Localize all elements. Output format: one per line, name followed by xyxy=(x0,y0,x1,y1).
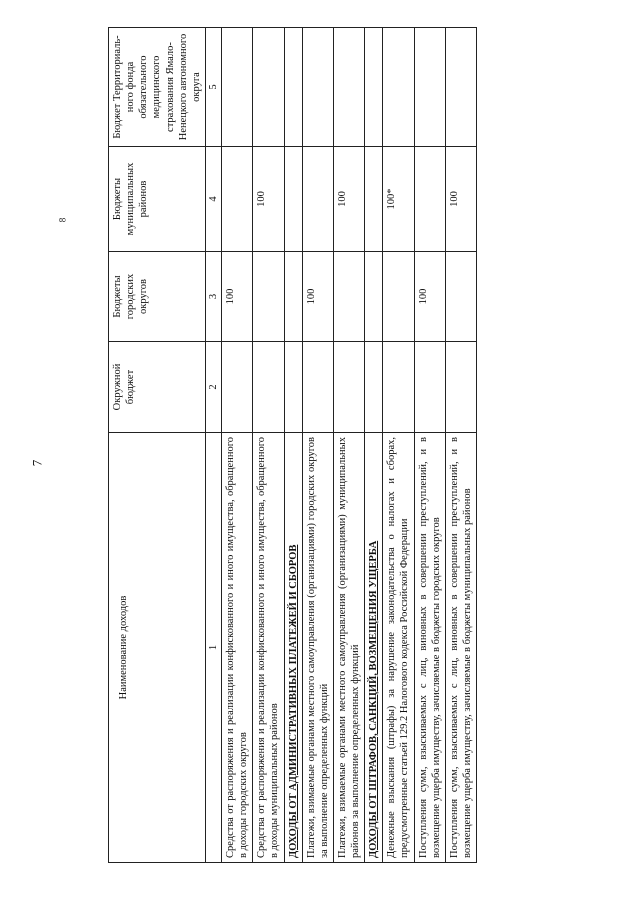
header-revenue-name: Наименование доходов xyxy=(109,433,206,863)
table-row xyxy=(383,28,414,863)
cell-fund xyxy=(414,28,445,147)
header-row xyxy=(109,28,206,863)
header-city-budgets: Бюджеты городских округов xyxy=(109,252,206,342)
column-number-row xyxy=(205,28,221,863)
page-mark: 8 xyxy=(57,217,68,223)
header-district-budget: Окружной бюджет xyxy=(109,342,206,433)
revenue-distribution-table xyxy=(108,27,477,863)
cell-district xyxy=(414,342,445,433)
cell-district xyxy=(302,342,333,433)
cell-municipal: 100 xyxy=(253,147,284,252)
table-row xyxy=(445,28,476,863)
cell-district xyxy=(222,342,253,433)
table-row xyxy=(414,28,445,863)
cell-district xyxy=(253,342,284,433)
cell-fund xyxy=(383,28,414,147)
cell-municipal xyxy=(414,147,445,252)
header-medical-fund-budget: Бюджет Территориаль-ного фонда обязательного медицинского страхования Ямало-Ненецкого автономного округа xyxy=(109,28,206,147)
section-row xyxy=(365,28,383,863)
cell-municipal: 100 xyxy=(445,147,476,252)
cell-city: 100 xyxy=(222,252,253,342)
cell-city: 100 xyxy=(302,252,333,342)
revenue-name: Средства от распоряжения и реализации конфискованного и иного имущества, обращенного в доходы муниципальных районов xyxy=(253,433,284,863)
column-number: 3 xyxy=(205,252,221,342)
cell-municipal: 100* xyxy=(383,147,414,252)
column-number: 1 xyxy=(205,433,221,863)
column-number: 4 xyxy=(205,147,221,252)
revenue-name: Поступления сумм, взыскиваемых с лиц, виновных в совершении преступлений, и в возмещение ущерба имуществу, зачисляемые в бюджеты муниципальных районов xyxy=(445,433,476,863)
revenue-name: Средства от распоряжения и реализации конфискованного и иного имущества, обращенного в доходы городских округов xyxy=(222,433,253,863)
cell-city xyxy=(333,252,364,342)
cell-fund xyxy=(333,28,364,147)
column-number: 5 xyxy=(205,28,221,147)
revenue-name: Платежи, взимаемые органами местного самоуправления (организациями) городских округов за выполнение определенных функций xyxy=(302,433,333,863)
column-number: 2 xyxy=(205,342,221,433)
cell-fund xyxy=(302,28,333,147)
cell-district xyxy=(383,342,414,433)
cell-municipal: 100 xyxy=(333,147,364,252)
table-row xyxy=(302,28,333,863)
cell-fund xyxy=(445,28,476,147)
section-row xyxy=(284,28,302,863)
cell-municipal xyxy=(222,147,253,252)
cell-city xyxy=(445,252,476,342)
cell-district xyxy=(333,342,364,433)
section-title: ДОХОДЫ ОТ АДМИНИСТРАТИВНЫХ ПЛАТЕЖЕЙ И СБОРОВ xyxy=(284,433,302,863)
cell-district xyxy=(445,342,476,433)
cell-city xyxy=(253,252,284,342)
table-row xyxy=(333,28,364,863)
cell-municipal xyxy=(302,147,333,252)
cell-fund xyxy=(253,28,284,147)
revenue-name: Поступления сумм, взыскиваемых с лиц, виновных в совершении преступлений, и в возмещение ущерба имуществу, зачисляемые в бюджеты городских округов xyxy=(414,433,445,863)
revenue-name: Денежные взыскания (штрафы) за нарушение законодательства о налогах и сборах, предусмотренные статьей 129.2 Налогового кодекса Российской Федерации xyxy=(383,433,414,863)
cell-fund xyxy=(222,28,253,147)
cell-city xyxy=(383,252,414,342)
section-title: ДОХОДЫ ОТ ШТРАФОВ, САНКЦИЙ, ВОЗМЕЩЕНИЯ УЩЕРБА xyxy=(365,433,383,863)
header-municipal-budgets: Бюджеты муниципальных районов xyxy=(109,147,206,252)
cell-city: 100 xyxy=(414,252,445,342)
page-number: 7 xyxy=(29,459,45,467)
table-row xyxy=(222,28,253,863)
table-row xyxy=(253,28,284,863)
revenue-name: Платежи, взимаемые органами местного самоуправления (организациями) муниципальных районов за выполнение определенных функций xyxy=(333,433,364,863)
